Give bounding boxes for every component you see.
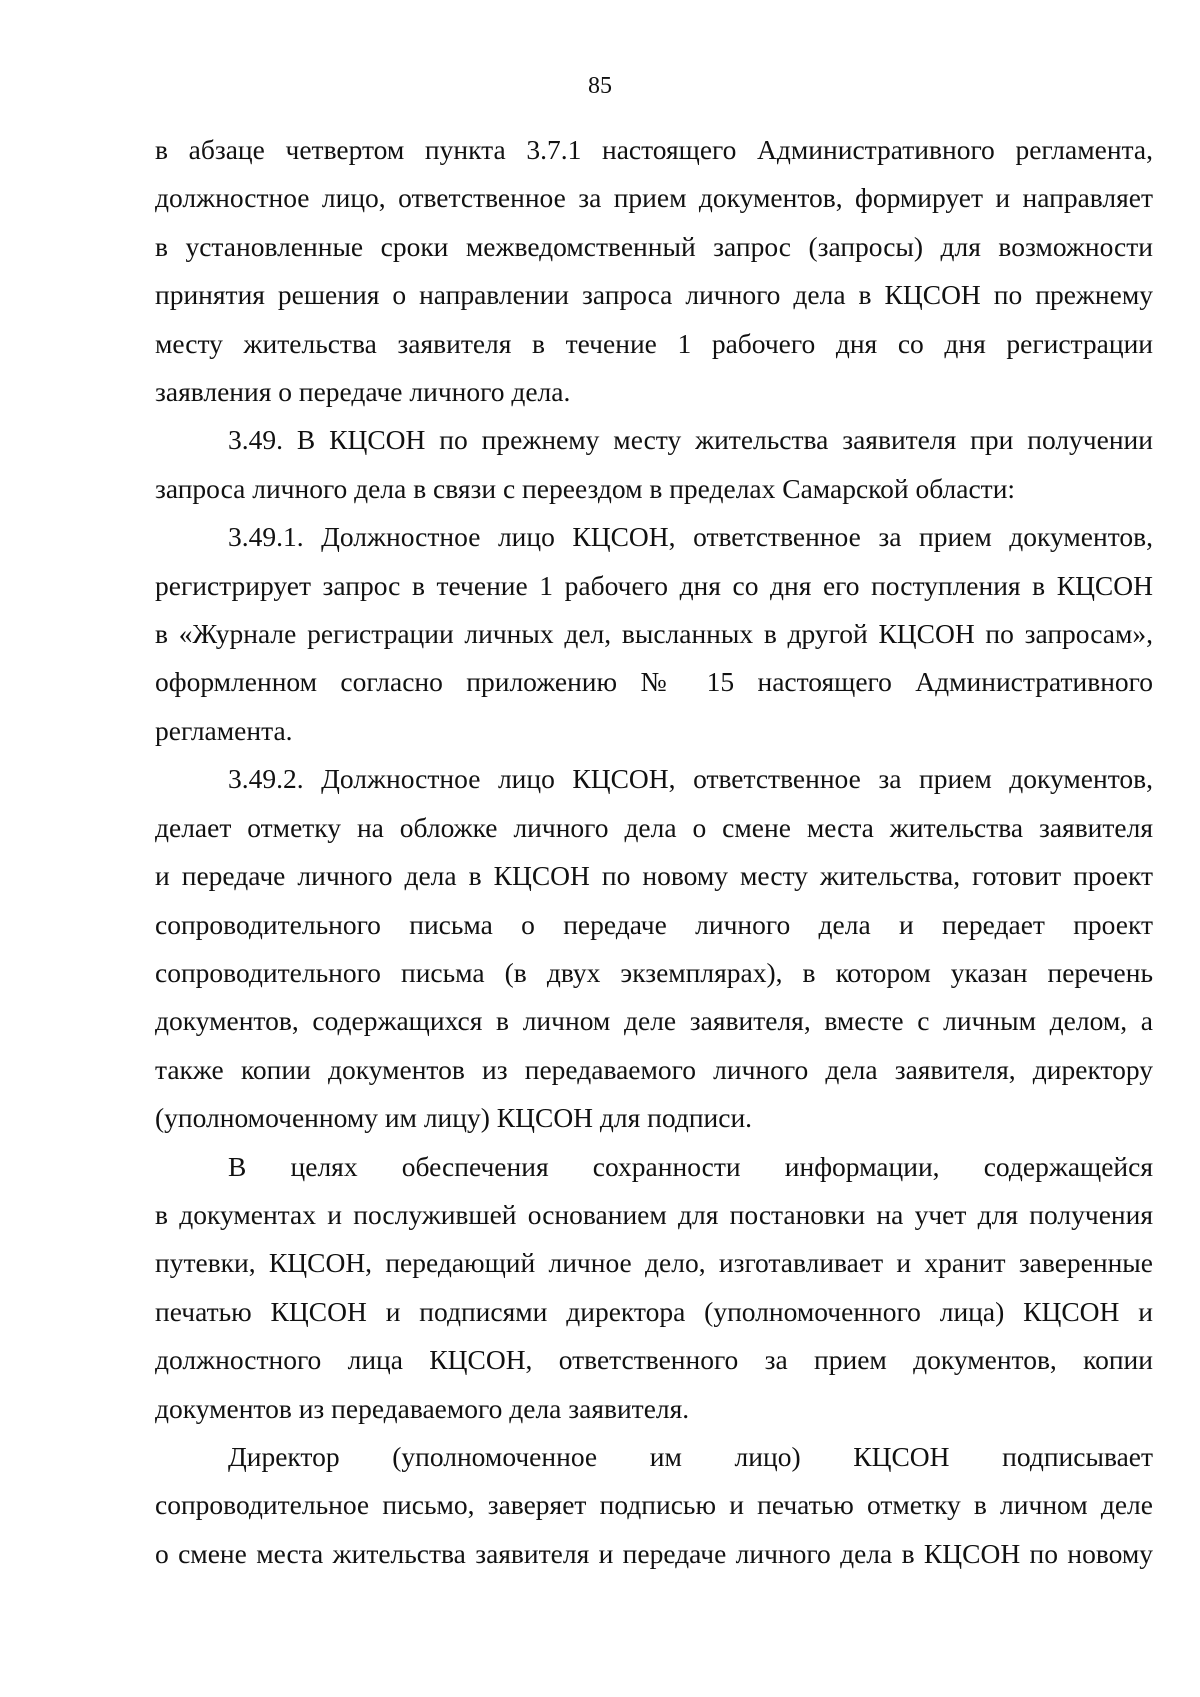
text-line: о смене места жительства заявителя и передаче личного дела в КЦСОН по новому <box>155 1537 1153 1569</box>
text-line: Директор (уполномоченное им лицо) КЦСОН подписывает <box>228 1440 1153 1472</box>
text-line: в документах и послужившей основанием для постановки на учет для получения <box>155 1198 1153 1230</box>
text-line: принятия решения о направлении запроса личного дела в КЦСОН по прежнему <box>155 279 1153 311</box>
text-line: заявления о передаче личного дела. <box>155 376 571 408</box>
text-line: В целях обеспечения сохранности информации, содержащейся <box>228 1150 1153 1182</box>
text-line: в установленные сроки межведомственный запрос (запросы) для возможности <box>155 230 1153 262</box>
document-body <box>155 126 1153 1578</box>
text-line: также копии документов из передаваемого личного дела заявителя, директору <box>155 1053 1153 1085</box>
text-line: в «Журнале регистрации личных дел, высланных в другой КЦСОН по запросам», <box>155 618 1153 650</box>
text-line: документов из передаваемого дела заявителя. <box>155 1392 690 1424</box>
text-line: печатью КЦСОН и подписями директора (уполномоченного лица) КЦСОН и <box>155 1295 1153 1327</box>
page-number: 85 <box>588 73 612 99</box>
text-line: в абзаце четвертом пункта 3.7.1 настоящего Административного регламента, <box>155 134 1153 165</box>
text-line: делает отметку на обложке личного дела о смене места жительства заявителя <box>155 811 1153 843</box>
text-line: (уполномоченному им лицу) КЦСОН для подписи. <box>155 1102 753 1134</box>
text-line: 3.49.1. Должностное лицо КЦСОН, ответственное за прием документов, <box>228 521 1153 553</box>
text-line: документов, содержащихся в личном деле заявителя, вместе с личным делом, а <box>155 1005 1153 1037</box>
text-line: 3.49.2. Должностное лицо КЦСОН, ответственное за прием документов, <box>228 763 1153 795</box>
text-line: путевки, КЦСОН, передающий личное дело, изготавливает и хранит заверенные <box>155 1247 1153 1279</box>
text-line: регламента. <box>155 714 293 746</box>
text-line: сопроводительного письма (в двух экземплярах), в котором указан перечень <box>155 956 1153 988</box>
text-line: 3.49. В КЦСОН по прежнему месту жительства заявителя при получении <box>228 424 1153 456</box>
text-line: регистрирует запрос в течение 1 рабочего дня со дня его поступления в КЦСОН <box>155 569 1153 601</box>
text-line: запроса личного дела в связи с переездом в пределах Самарской области: <box>155 472 1016 504</box>
text-line: сопроводительного письма о передаче личного дела и передает проект <box>155 908 1153 940</box>
text-line: должностного лица КЦСОН, ответственного за прием документов, копии <box>155 1344 1153 1376</box>
text-line: месту жительства заявителя в течение 1 рабочего дня со дня регистрации <box>155 327 1153 359</box>
text-line: должностное лицо, ответственное за прием документов, формирует и направляет <box>155 182 1153 214</box>
text-line: и передаче личного дела в КЦСОН по новому месту жительства, готовит проект <box>155 860 1153 892</box>
text-line: сопроводительное письмо, заверяет подписью и печатью отметку в личном деле <box>155 1489 1153 1521</box>
text-line: оформленном согласно приложению № 15 настоящего Административного <box>155 666 1153 698</box>
